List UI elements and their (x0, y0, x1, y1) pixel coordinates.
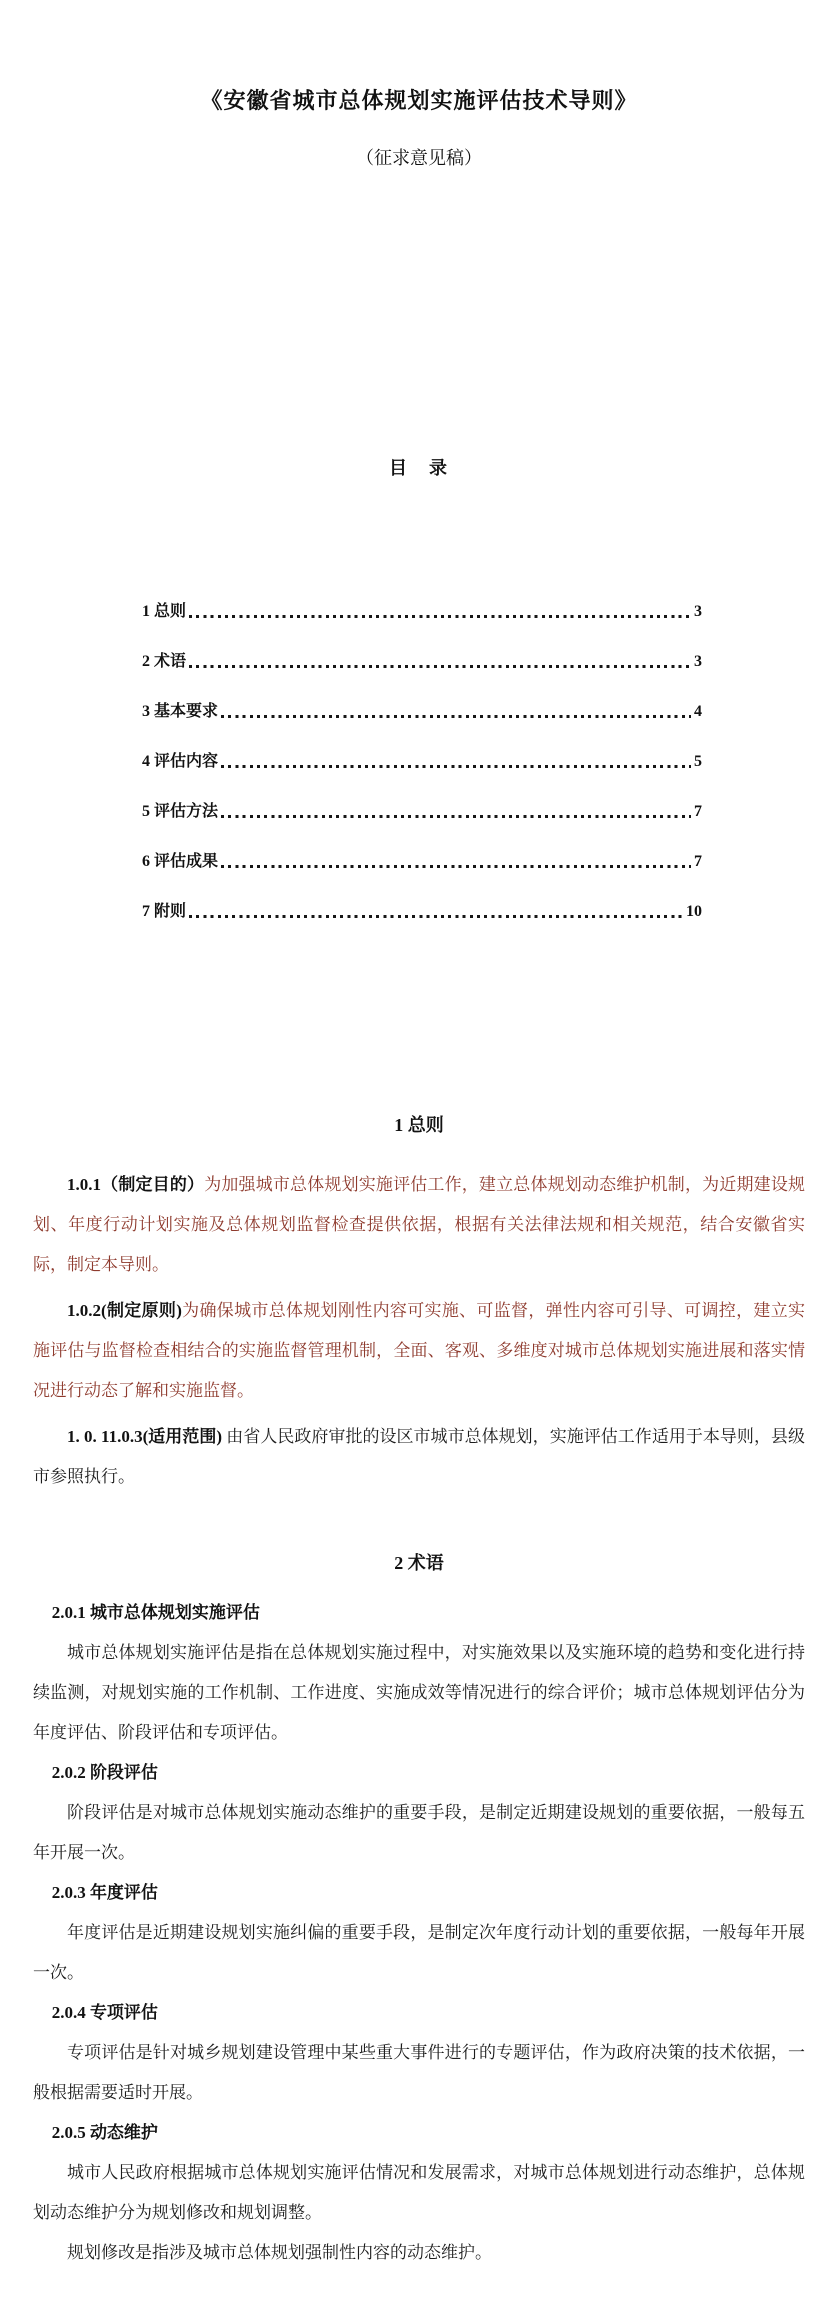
toc-entry-label: 1 总则 (142, 603, 187, 620)
toc-page-number: 7 (694, 853, 702, 870)
toc-entry-label: 3 基本要求 (142, 703, 219, 720)
leader-dots (221, 765, 691, 768)
toc-entry-label: 2 术语 (142, 653, 187, 670)
term-heading: 2.0.2 阶段评估 (51, 1763, 158, 1782)
toc-heading: 目 录 (389, 458, 449, 478)
toc-entry (142, 773, 702, 823)
term-paragraph: 阶段评估是对城市总体规划实施动态维护的重要手段，是制定近期建设规划的重要依据，一般每五年开展一次。 (33, 1803, 805, 1862)
document-subtitle: （征求意见稿） (356, 148, 482, 168)
clause-paragraph (33, 1291, 805, 1411)
toc-entry (142, 723, 702, 773)
leader-dots (189, 615, 691, 618)
term-paragraph: 城市总体规划实施评估是指在总体规划实施过程中，对实施效果以及实施环境的趋势和变化进行持续监测，对规划实施的工作机制、工作进度、实施成效等情况进行的综合评价；城市总体规划评估分为年度评估、阶段评估和专项评估。 (33, 1643, 805, 1742)
clause-number: 1. 0. 11.0.3(适用范围) (67, 1427, 223, 1446)
toc-page-number: 4 (694, 703, 702, 720)
toc-entry-label: 5 评估方法 (142, 803, 219, 820)
toc-entry-label: 7 附则 (142, 903, 187, 920)
document-title: 《安徽省城市总体规划实施评估技术导则》 (200, 88, 638, 113)
clause-text: 为确保城市总体规划刚性内容可实施、可监督，弹性内容可引导、可调控，建立实施评估与监督检查相结合的实施监督管理机制，全面、客观、多维度对城市总体规划实施进展和落实情况进行动态了解和实施监督。 (33, 1301, 805, 1400)
section-1-heading: 1 总则 (394, 1115, 444, 1135)
term-heading: 2.0.1 城市总体规划实施评估 (51, 1603, 260, 1622)
toc-entry (142, 573, 702, 623)
term-heading: 2.0.4 专项评估 (51, 2003, 158, 2022)
clause-number: 1.0.1（制定目的） (67, 1175, 205, 1194)
toc-page-number: 3 (694, 653, 702, 670)
leader-dots (221, 715, 691, 718)
toc-page-number: 7 (694, 803, 702, 820)
clause-text: 为加强城市总体规划实施评估工作，建立总体规划动态维护机制，为近期建设规划、年度行动计划实施及总体规划监督检查提供依据，根据有关法律法规和相关规范，结合安徽省实际，制定本导则。 (33, 1175, 806, 1274)
clause-number: 1.0.2(制定原则) (67, 1301, 182, 1320)
term-paragraph: 规划修改是指涉及城市总体规划强制性内容的动态维护。 (67, 2243, 492, 2262)
leader-dots (189, 915, 683, 918)
toc-entry-label: 6 评估成果 (142, 853, 219, 870)
section-2-body (33, 1593, 805, 2273)
clause-paragraph (33, 1165, 805, 1285)
clause-text: 由省人民政府审批的设区市城市总体规划，实施评估工作适用于本导则，县级市参照执行。 (33, 1427, 805, 1486)
toc-list (142, 573, 702, 923)
leader-dots (221, 865, 691, 868)
toc-entry (142, 823, 702, 873)
toc-page-number: 5 (694, 753, 702, 770)
toc-entry (142, 873, 702, 923)
leader-dots (189, 665, 691, 668)
term-paragraph: 城市人民政府根据城市总体规划实施评估情况和发展需求，对城市总体规划进行动态维护，总体规划动态维护分为规划修改和规划调整。 (33, 2163, 805, 2222)
term-heading: 2.0.5 动态维护 (51, 2123, 158, 2142)
leader-dots (221, 815, 691, 818)
section-1-body (33, 1165, 805, 1497)
section-2-heading: 2 术语 (394, 1553, 444, 1573)
toc-entry (142, 673, 702, 723)
toc-entry-label: 4 评估内容 (142, 753, 219, 770)
toc-entry (142, 623, 702, 673)
toc-page-number: 10 (686, 903, 702, 920)
term-heading: 2.0.3 年度评估 (51, 1883, 158, 1902)
term-paragraph: 专项评估是针对城乡规划建设管理中某些重大事件进行的专题评估，作为政府决策的技术依据，一般根据需要适时开展。 (33, 2043, 805, 2102)
clause-paragraph (33, 1417, 805, 1497)
toc-page-number: 3 (694, 603, 702, 620)
term-paragraph: 年度评估是近期建设规划实施纠偏的重要手段，是制定次年度行动计划的重要依据，一般每年开展一次。 (33, 1923, 805, 1982)
